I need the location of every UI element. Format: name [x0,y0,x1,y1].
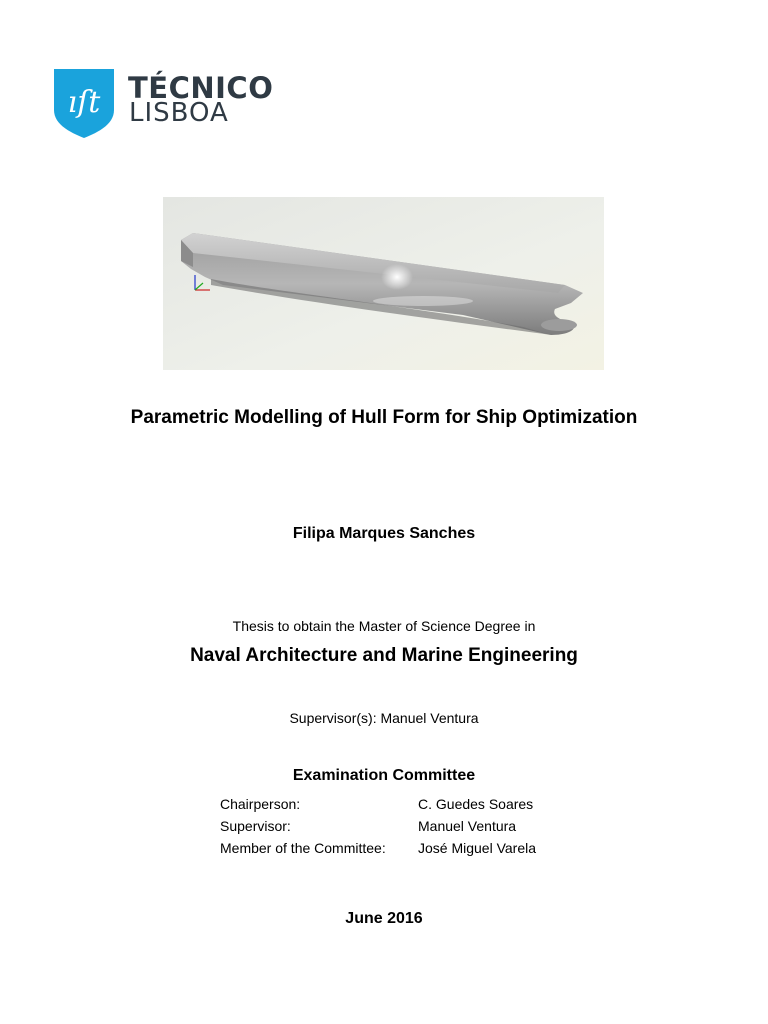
committee-member: José Miguel Varela [418,840,537,856]
svg-text:ıſt: ıſt [67,85,101,120]
thesis-purpose: Thesis to obtain the Master of Science Degree in [232,618,536,634]
author-name: Filipa Marques Sanches [292,525,476,542]
committee-role: Member of the Committee: [220,840,386,856]
ship-hull-render-icon [163,197,604,370]
committee-heading: Examination Committee [292,767,476,784]
committee-member: Manuel Ventura [418,818,517,834]
institution-logo [53,68,274,140]
committee-row [220,796,580,818]
supervisors-line: Supervisor(s): Manuel Ventura [289,710,479,726]
committee-table [220,796,580,862]
committee-member: C. Guedes Soares [418,796,534,812]
thesis-title: Parametric Modelling of Hull Form for Ship Optimization [130,407,638,428]
degree-name: Naval Architecture and Marine Engineering [190,645,578,666]
logo-text-lisboa: LISBOA [129,98,229,128]
committee-role: Chairperson: [220,796,301,812]
logo-text-tecnico: TÉCNICO [128,71,274,105]
committee-row [220,840,580,862]
ist-shield-icon [53,68,115,138]
committee-row [220,818,580,840]
submission-date: June 2016 [345,910,423,927]
committee-role: Supervisor: [220,818,291,834]
